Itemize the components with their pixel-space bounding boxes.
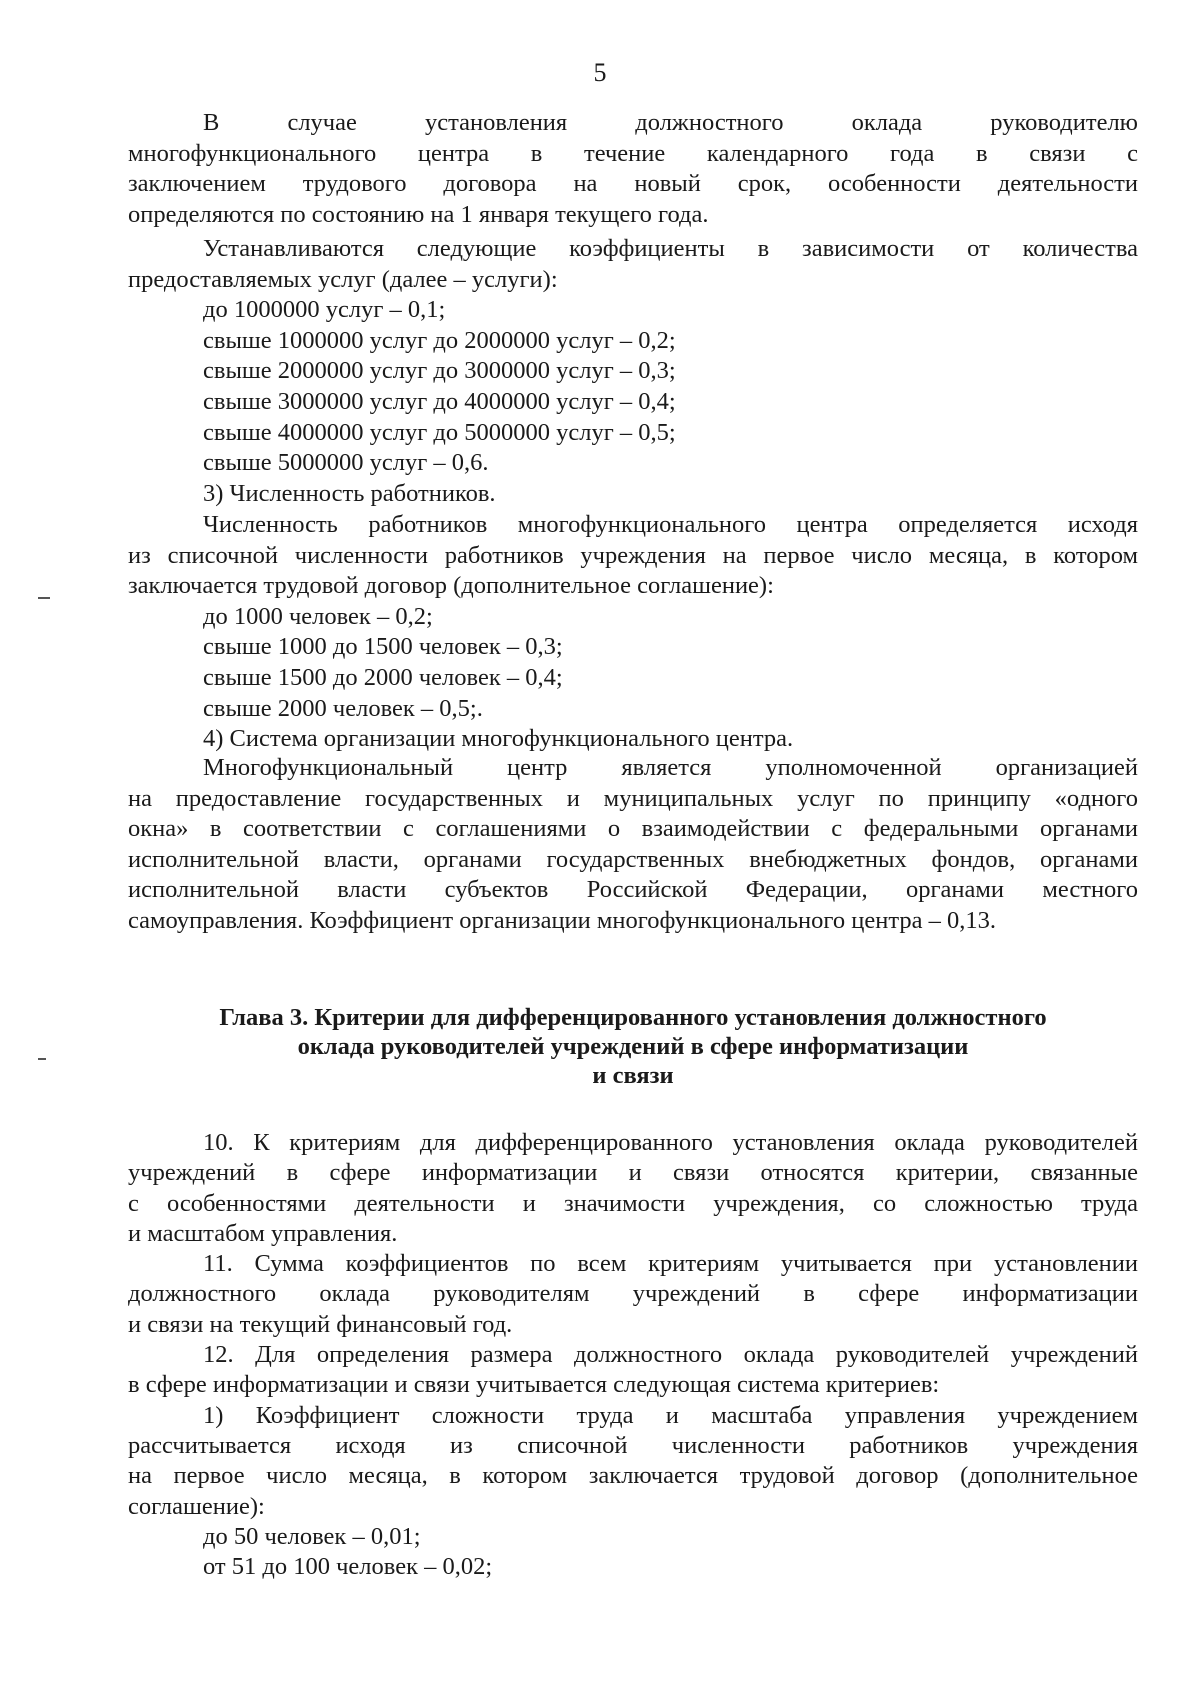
text-line: заключением трудового договора на новый срок, особенности деятельности	[128, 170, 1138, 198]
text-line: учреждений в сфере информатизации и связи относятся критерии, связанные	[128, 1159, 1138, 1187]
list-item: свыше 1000 до 1500 человек – 0,3;	[203, 633, 563, 661]
text-line: рассчитывается исходя из списочной численности работников учреждения	[128, 1431, 1138, 1459]
chapter-3-body	[128, 1128, 1138, 1582]
text-line: заключается трудовой договор (дополнительное соглашение):	[128, 572, 774, 600]
list-item: свыше 3000000 услуг до 4000000 услуг – 0,4;	[203, 387, 676, 415]
text-line: на первое число месяца, в котором заключается трудовой договор (дополнительное	[128, 1462, 1138, 1490]
heading-line: оклада руководителей учреждений в сфере информатизации	[297, 1033, 969, 1060]
text-line: и масштабом управления.	[128, 1219, 398, 1247]
text-line: исполнительной власти, органами государственных внебюджетных фондов, органами	[128, 845, 1138, 873]
list-item: свыше 1000000 услуг до 2000000 услуг – 0,2;	[203, 326, 676, 354]
employee-count-coefficients	[128, 510, 1138, 755]
text-line: 11. Сумма коэффициентов по всем критериям учитывается при установлении	[203, 1250, 1138, 1278]
scan-artifact-mark	[38, 1058, 46, 1060]
text-line: Устанавливаются следующие коэффициенты в зависимости от количества	[203, 235, 1138, 262]
text-line: 10. К критериям для дифференцированного установления оклада руководителей	[203, 1129, 1138, 1156]
list-item: 4) Система организации многофункционального центра.	[203, 725, 794, 753]
text-line: предоставляемых услуг (далее – услуги):	[128, 265, 558, 293]
text-line: должностного оклада руководителям учреждений в сфере информатизации	[128, 1280, 1138, 1308]
text-line: Многофункциональный центр является уполномоченной организацией	[203, 754, 1138, 781]
chapter-heading	[128, 1003, 1138, 1090]
scan-artifact-mark	[38, 597, 50, 599]
text-line: 1) Коэффициент сложности труда и масштаба управления учреждением	[203, 1401, 1138, 1429]
text-line: окна» в соответствии с соглашениями о взаимодействии с федеральными органами	[128, 815, 1138, 843]
list-item: 3) Численность работников.	[203, 479, 496, 507]
text-line: в сфере информатизации и связи учитывается следующая система критериев:	[128, 1371, 940, 1399]
list-item: свыше 5000000 услуг – 0,6.	[203, 449, 489, 477]
list-item: до 50 человек – 0,01;	[203, 1522, 421, 1550]
page-number: 5	[593, 58, 607, 87]
list-item: свыше 2000000 услуг до 3000000 услуг – 0,3;	[203, 357, 676, 385]
text-line: многофункционального центра в течение календарного года в связи с	[128, 139, 1138, 167]
list-item: свыше 1500 до 2000 человек – 0,4;	[203, 663, 563, 691]
text-line: самоуправления. Коэффициент организации многофункционального центра – 0,13.	[128, 906, 996, 934]
text-line: на предоставление государственных и муниципальных услуг по принципу «одного	[128, 784, 1138, 812]
text-line: В случае установления должностного оклада руководителю	[203, 109, 1138, 136]
list-item: свыше 2000 человек – 0,5;.	[203, 694, 483, 722]
list-item: свыше 4000000 услуг до 5000000 услуг – 0,5;	[203, 418, 676, 446]
heading-line: Глава 3. Критерии для дифференцированного установления должностного	[219, 1004, 1047, 1031]
list-item: до 1000 человек – 0,2;	[203, 602, 433, 630]
text-line: из списочной численности работников учреждения на первое число месяца, в котором	[128, 541, 1138, 569]
text-line: соглашение):	[128, 1492, 265, 1520]
text-line: исполнительной власти субъектов Российской Федерации, органами местного	[128, 876, 1138, 904]
mfc-organization-paragraph	[128, 753, 1138, 937]
list-item: от 51 до 100 человек – 0,02;	[203, 1553, 493, 1581]
list-item: до 1000000 услуг – 0,1;	[203, 296, 446, 324]
text-line: 12. Для определения размера должностного оклада руководителей учреждений	[203, 1341, 1138, 1369]
text-line: с особенностями деятельности и значимости учреждения, со сложностью труда	[128, 1189, 1138, 1217]
services-coefficients	[128, 234, 1138, 509]
text-line: Численность работников многофункционального центра определяется исходя	[203, 511, 1138, 538]
text-line: определяются по состоянию на 1 января текущего года.	[128, 200, 709, 228]
paragraph-establishing-salary	[128, 108, 1138, 230]
heading-line: и связи	[592, 1062, 674, 1089]
text-line: и связи на текущий финансовый год.	[128, 1310, 513, 1338]
